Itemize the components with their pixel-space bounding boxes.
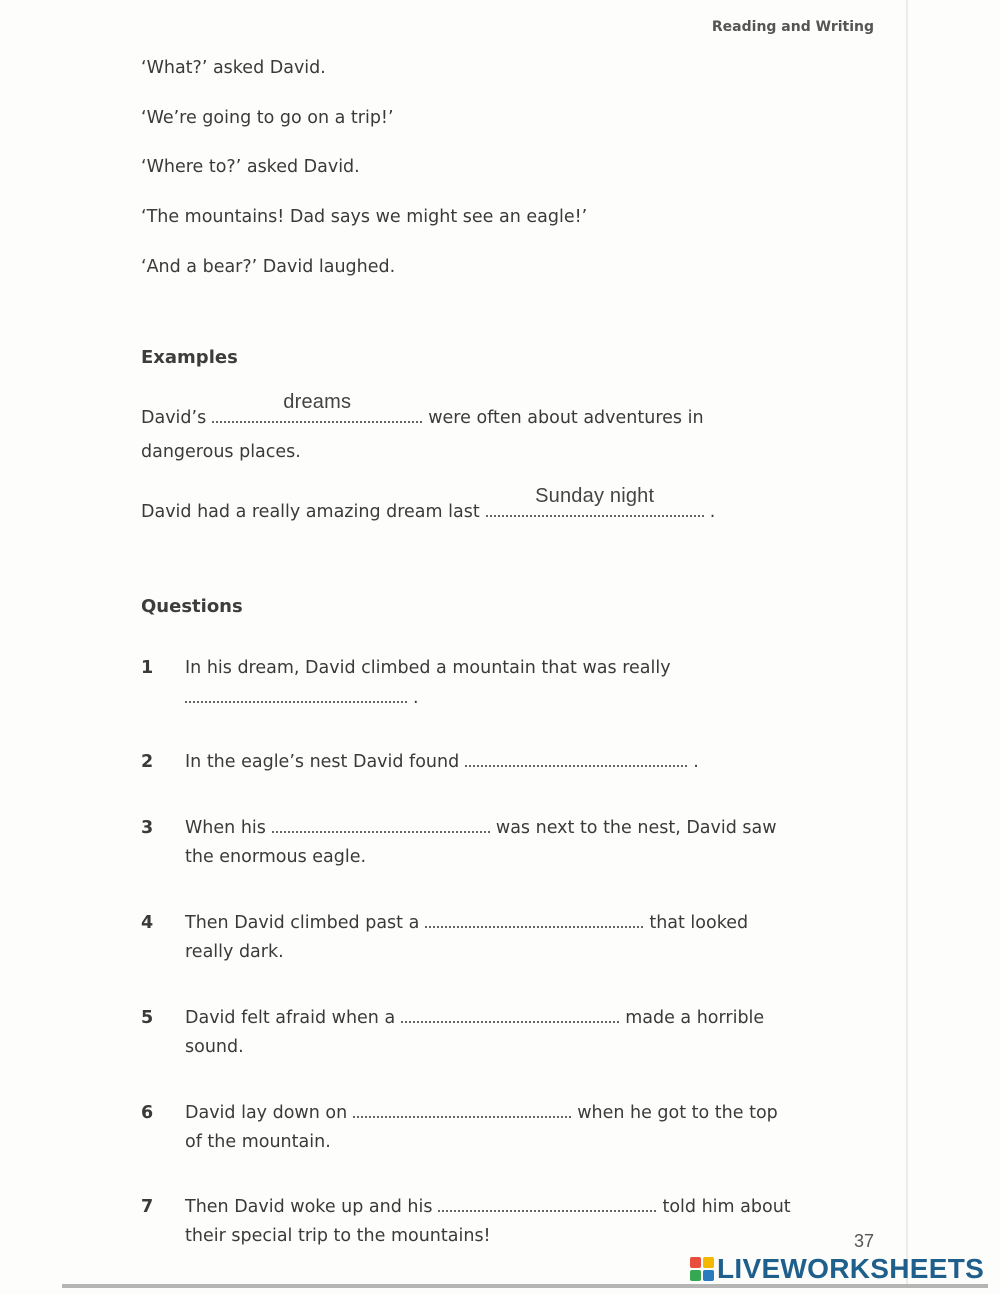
example-1-blank: [212, 391, 422, 423]
question-2-before: In the eagle’s nest David found: [185, 752, 460, 772]
question-3-line2: the enormous eagle.: [185, 847, 367, 867]
question-6-line1: [185, 1099, 778, 1128]
example-1-line2: dangerous places.: [141, 442, 301, 462]
examples-heading: Examples: [141, 347, 238, 368]
page-edge-shadow: [906, 0, 908, 1284]
question-number: 7: [141, 1197, 154, 1217]
question-2-line1: [185, 748, 699, 777]
question-3-line1: [185, 814, 777, 843]
logo-text: LIVEWORKSHEETS: [717, 1253, 985, 1284]
example-2-blank: [486, 485, 704, 517]
question-7-after: told him about: [662, 1197, 791, 1217]
example-2-answer: Sunday night: [535, 485, 655, 507]
section-header: Reading and Writing: [711, 19, 874, 35]
liveworksheets-logo: [690, 1254, 984, 1284]
dialogue-line: ‘And a bear?’ David laughed.: [141, 257, 396, 277]
question-4-after: that looked: [649, 913, 749, 933]
page-number: 37: [853, 1231, 874, 1251]
example-1-after: were often about adventures in: [428, 408, 704, 428]
dialogue-line: ‘We’re going to go on a trip!’: [141, 108, 394, 128]
example-1-before: David’s: [141, 408, 207, 428]
question-7-line1: [185, 1193, 791, 1222]
dialogue-line: ‘The mountains! Dad says we might see an eagle!’: [141, 207, 588, 227]
page-bottom-edge: [62, 1284, 988, 1288]
question-number: 3: [141, 818, 154, 838]
question-4-blank[interactable]: [425, 912, 643, 928]
question-4-before: Then David climbed past a: [185, 913, 420, 933]
question-5-line1: [185, 1004, 764, 1033]
example-1: [141, 391, 704, 433]
question-1-line1: In his dream, David climbed a mountain that was really: [185, 658, 671, 678]
question-7-before: Then David woke up and his: [185, 1197, 433, 1217]
question-7-blank[interactable]: [438, 1196, 656, 1212]
logo-square-red: [690, 1257, 701, 1268]
question-1-blank[interactable]: [185, 687, 407, 703]
example-1-answer: dreams: [283, 391, 352, 413]
question-5-after: made a horrible: [625, 1008, 765, 1028]
dialogue-line: ‘What?’ asked David.: [141, 58, 326, 78]
logo-square-blue: [703, 1270, 714, 1281]
question-3-after: was next to the nest, David saw: [495, 818, 777, 838]
question-1-after: .: [413, 688, 419, 708]
question-number: 5: [141, 1008, 154, 1028]
logo-square-yellow: [703, 1257, 714, 1268]
question-number: 1: [141, 658, 154, 678]
questions-heading: Questions: [141, 596, 243, 617]
example-2-after: .: [709, 502, 716, 522]
question-2-after: .: [693, 752, 699, 772]
question-5-before: David felt afraid when a: [185, 1008, 396, 1028]
logo-grid-icon: [690, 1257, 714, 1281]
question-6-before: David lay down on: [185, 1103, 348, 1123]
question-6-blank[interactable]: [353, 1102, 571, 1118]
question-3-blank[interactable]: [272, 817, 490, 833]
question-7-line2: their special trip to the mountains!: [185, 1226, 491, 1246]
question-number: 6: [141, 1103, 154, 1123]
logo-square-green: [690, 1270, 701, 1281]
question-6-after: when he got to the top: [577, 1103, 778, 1123]
question-number: 4: [141, 913, 154, 933]
question-5-blank[interactable]: [401, 1007, 619, 1023]
question-2-blank[interactable]: [465, 751, 687, 767]
question-6-line2: of the mountain.: [185, 1132, 331, 1152]
example-2: [141, 485, 716, 527]
question-number: 2: [141, 752, 154, 772]
dialogue-line: ‘Where to?’ asked David.: [141, 157, 360, 177]
question-1-line2: [185, 684, 419, 713]
question-3-before: When his: [185, 818, 266, 838]
question-4-line1: [185, 909, 748, 938]
example-2-before: David had a really amazing dream last: [141, 502, 480, 522]
question-4-line2: really dark.: [185, 942, 284, 962]
question-5-line2: sound.: [185, 1037, 244, 1057]
